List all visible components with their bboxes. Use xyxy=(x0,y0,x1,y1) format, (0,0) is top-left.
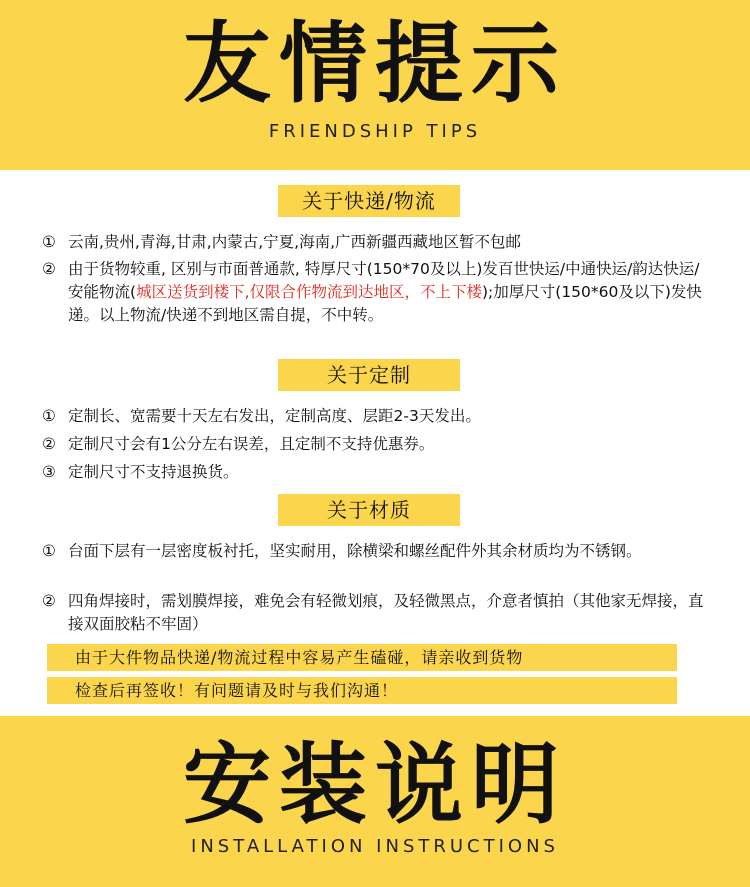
item-text-part: 由于货物较重, 区别与市面普通款, 特厚尺寸(150*70及以上)发百世快运/中通快运/韵达快运/安能物流( xyxy=(68,260,700,301)
list-item xyxy=(42,590,704,633)
item-text: 云南,贵州,青海,甘肃,内蒙古,宁夏,海南,广西新疆西藏地区暂不包邮 xyxy=(68,233,521,251)
item-text: 四角焊接时，需划膜焊接，难免会有轻微划痕，及轻微黑点，介意者慎拍（其他家无焊接，直接双面胶粘不牢固） xyxy=(68,592,704,633)
list-item xyxy=(42,540,702,563)
section-heading-material: 关于材质 xyxy=(278,494,460,526)
item-number: ① xyxy=(42,233,56,251)
section-heading-shipping: 关于快递/物流 xyxy=(278,185,460,217)
item-text: 台面下层有一层密度板衬托，坚实耐用，除横梁和螺丝配件外其余材质均为不锈钢。 xyxy=(68,542,642,560)
list-item xyxy=(42,258,702,324)
notice-banner: 检查后再签收！有问题请及时与我们沟通！ xyxy=(47,677,677,704)
notice-banner: 由于大件物品快递/物流过程中容易产生磕碰，请亲收到货物 xyxy=(47,644,677,671)
highlighted-text: 城区送货到楼下,仅限合作物流到达地区，不上下楼 xyxy=(136,283,482,301)
item-number: ① xyxy=(42,407,56,425)
list-item xyxy=(42,433,702,456)
section-heading-custom: 关于定制 xyxy=(278,359,460,391)
list-item xyxy=(42,461,702,484)
item-number: ② xyxy=(42,592,56,610)
page-subtitle: FRIENDSHIP TIPS xyxy=(268,121,482,142)
item-number: ② xyxy=(42,260,56,278)
page-title: 友情提示 xyxy=(182,12,567,115)
item-number: ③ xyxy=(42,463,56,481)
item-number: ① xyxy=(42,542,56,560)
item-text-part: );加厚尺寸(150*60及以下)发快递。以上物流/快递不到地区需自提，不中转。 xyxy=(68,283,702,324)
item-number: ② xyxy=(42,435,56,453)
install-title: 安装说明 xyxy=(182,733,567,836)
list-item xyxy=(42,231,702,254)
item-text: 定制长、宽需要十天左右发出，定制高度、层距2-3天发出。 xyxy=(68,407,481,425)
install-subtitle: INSTALLATION INSTRUCTIONS xyxy=(191,836,559,857)
item-text xyxy=(68,258,708,327)
item-text: 定制尺寸会有1公分左右误差，且定制不支持优惠券。 xyxy=(68,435,435,453)
list-item xyxy=(42,405,702,428)
item-text: 定制尺寸不支持退换货。 xyxy=(68,463,239,481)
